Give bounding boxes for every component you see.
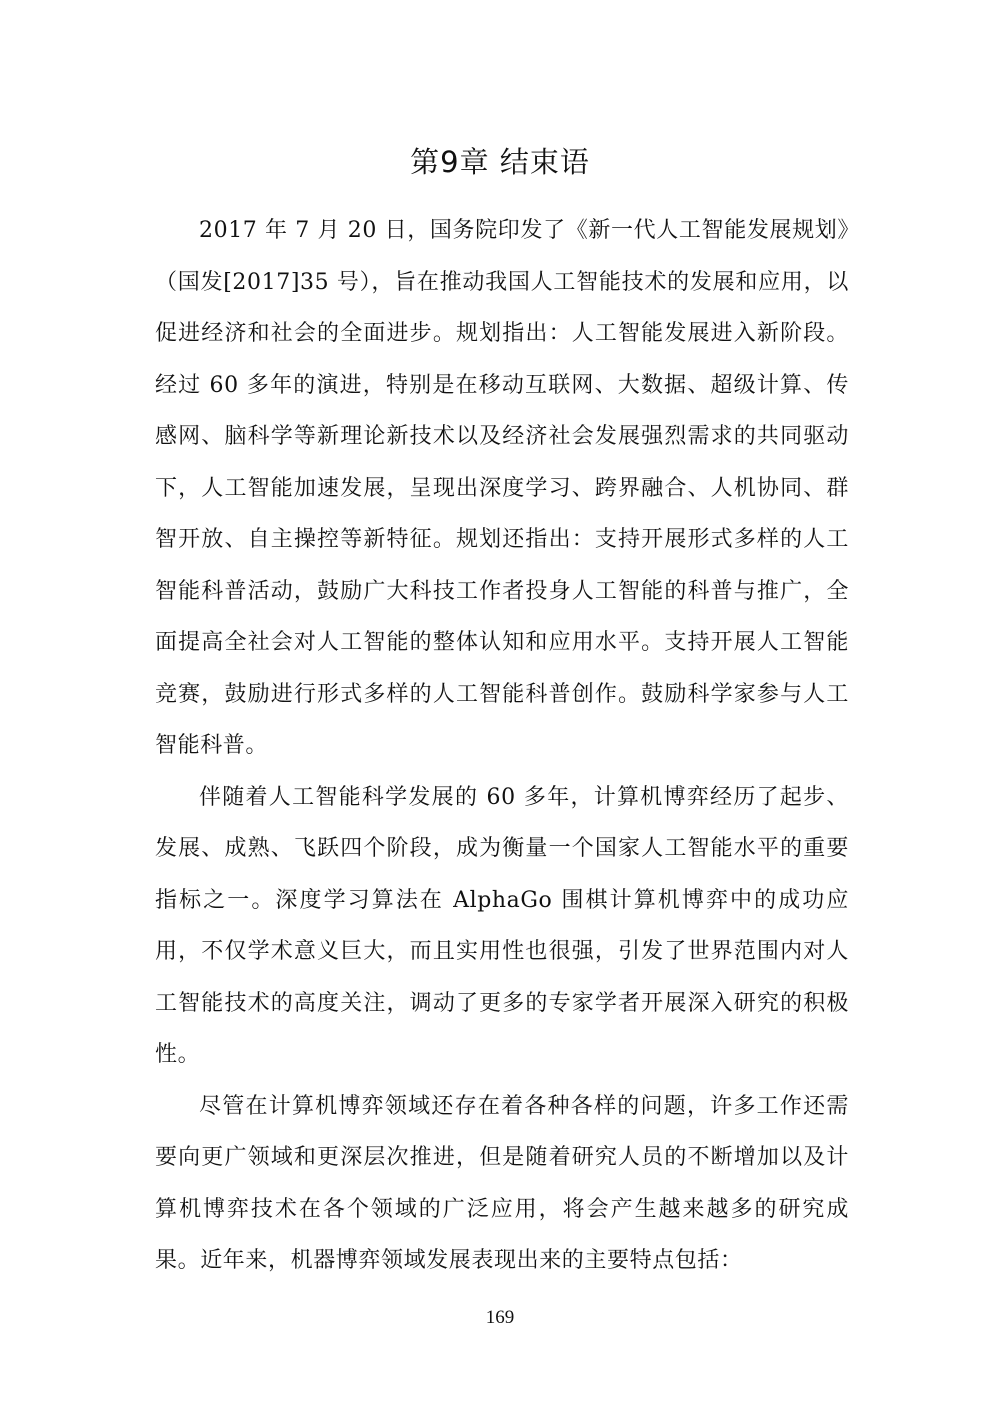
paragraph-3: 尽管在计算机博弈领域还存在着各种各样的问题，许多工作还需要向更广领域和更深层次推进，但是随着研究人员的不断增加以及计算机博弈技术在各个领域的广泛应用，将会产生越来越多的研究成果。近年来，机器博弈领域发展表现出来的主要特点包括：	[155, 1093, 849, 1273]
paragraph-2: 伴随着人工智能科学发展的 60 多年，计算机博弈经历了起步、发展、成熟、飞跃四个阶段，成为衡量一个国家人工智能水平的重要指标之一。深度学习算法在 AlphaGo 围棋计算机博弈中的成功应用，不仅学术意义巨大，而且实用性也很强，引发了世界范围内对人工智能技术的高度关注，调动了更多的专家学者开展深入研究的积极性。	[155, 784, 849, 1067]
paragraph-1: 2017 年 7 月 20 日，国务院印发了《新一代人工智能发展规划》（国发[2017]35 号），旨在推动我国人工智能技术的发展和应用，以促进经济和社会的全面进步。规划指出：人工智能发展进入新阶段。经过 60 多年的演进，特别是在移动互联网、大数据、超级计算、传感网、脑科学等新理论新技术以及经济社会发展强烈需求的共同驱动下，人工智能加速发展，呈现出深度学习、跨界融合、人机协同、群智开放、自主操控等新特征。规划还指出：支持开展形式多样的人工智能科普活动，鼓励广大科技工作者投身人工智能的科普与推广，全面提高全社会对人工智能的整体认知和应用水平。支持开展人工智能竞赛，鼓励进行形式多样的人工智能科普创作。鼓励科学家参与人工智能科普。	[155, 218, 849, 758]
page-number: 169	[485, 1307, 515, 1328]
chapter-title: 第9章 结束语	[410, 145, 590, 179]
body-text	[155, 205, 849, 1287]
